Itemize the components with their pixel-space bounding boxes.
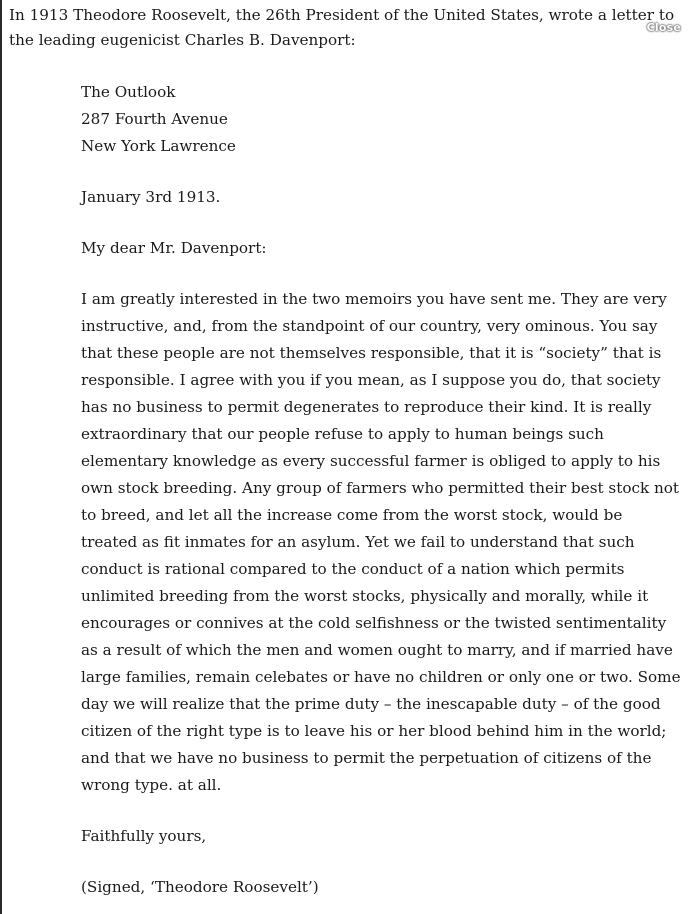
letter-address xyxy=(81,79,681,160)
letter-closing: Faithfully yours, xyxy=(81,827,207,845)
address-line: New York Lawrence xyxy=(81,137,236,155)
address-line: The Outlook xyxy=(81,83,176,101)
address-line: 287 Fourth Avenue xyxy=(81,110,228,128)
letter-signature: (Signed, ‘Theodore Roosevelt’) xyxy=(81,878,319,896)
intro-paragraph: In 1913 Theodore Roosevelt, the 26th President of the United States, wrote a letter to the leading eugenicist Charles B. Davenport: xyxy=(9,6,675,49)
letter-date: January 3rd 1913. xyxy=(81,188,221,206)
letter-body: I am greatly interested in the two memoirs you have sent me. They are very instructive, and, from the standpoint of our country, very ominous. You say that these people are not themselves responsible, that it is “society” that is responsible. I agree with you if you mean, as I suppose you do, that society has no business to permit degenerates to reproduce their kind. It is really extraordinary that our people refuse to apply to human beings such elementary knowledge as every successful farmer is obliged to apply to his own stock breeding. Any group of farmers who permitted their best stock not to breed, and let all the increase come from the worst stock, would be treated as fit inmates for an asylum. Yet we fail to understand that such conduct is rational compared to the conduct of a nation which permits unlimited breeding from the worst stocks, physically and morally, while it encourages or connives at the cold selfishness or the twisted sentimentality as a result of which the men and women ought to marry, and if married have large families, remain celebates or have no children or only one or two. Some day we will realize that the prime duty – the inescapable duty – of the good citizen of the right type is to leave his or her blood behind him in the world; and that we have no business to permit the perpetuation of citizens of the wrong type. at all. xyxy=(81,290,681,794)
close-button[interactable]: Close xyxy=(646,21,681,34)
letter xyxy=(81,79,681,901)
letter-salutation: My dear Mr. Davenport: xyxy=(81,239,267,257)
left-border xyxy=(0,0,2,914)
